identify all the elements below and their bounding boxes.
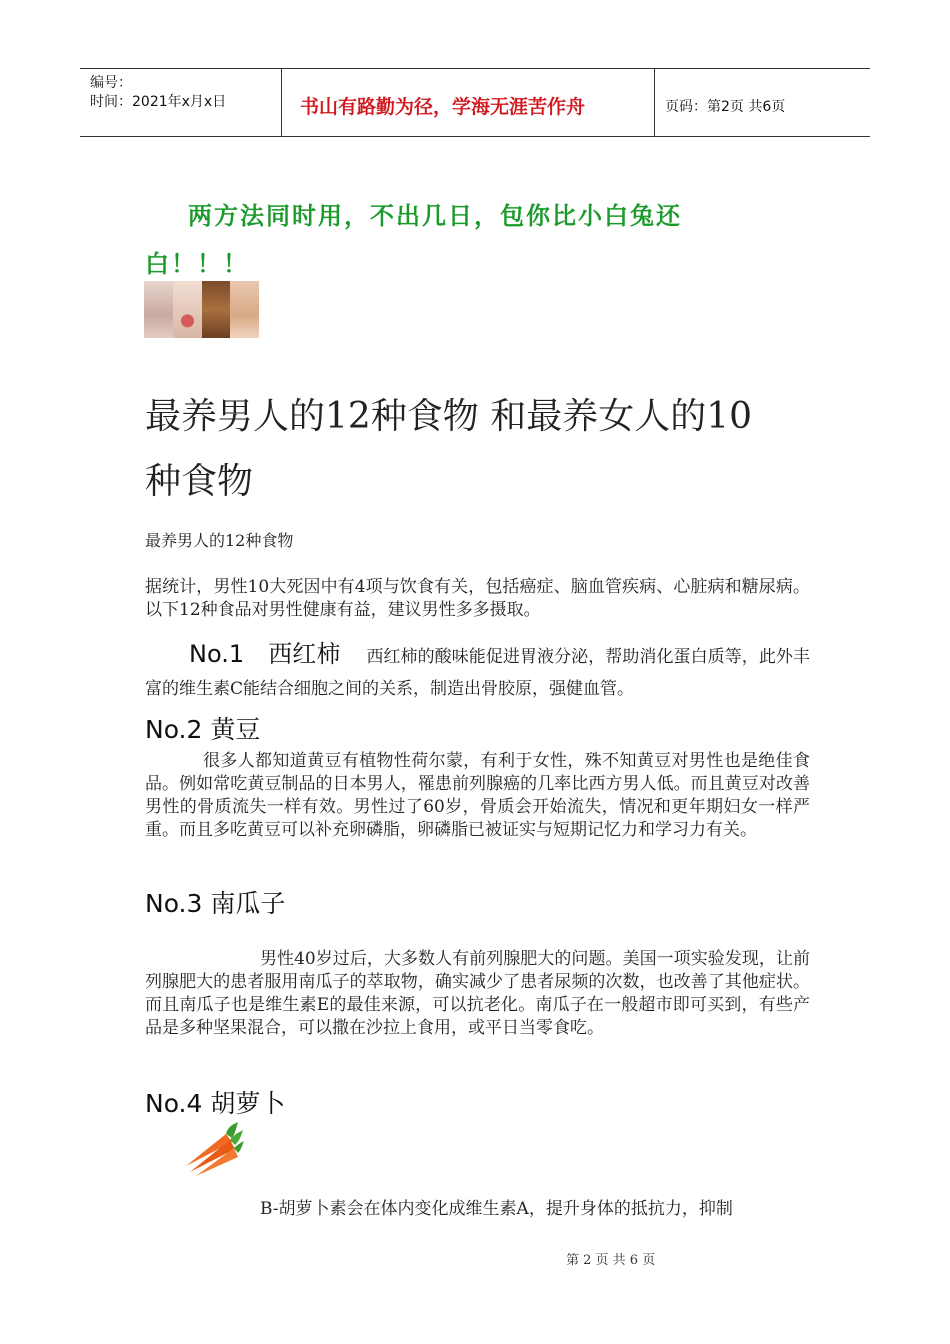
header-bottom-rule: [80, 136, 870, 137]
item-1-text: 西红柿的酸味能促进胃液分泌，帮助消化蛋白质等，此外丰富的维生素C能结合细胞之间的关系，制造出骨胶原，强健血管。: [145, 647, 810, 699]
header-time-label: 时间：2021年x月x日: [90, 94, 227, 110]
subtitle: 最养男人的12种食物: [145, 531, 294, 550]
item-1-block: [145, 638, 810, 705]
header-divider-right: [654, 68, 655, 136]
header-motto: 书山有路勤为径，学海无涯苦作舟: [300, 96, 586, 118]
banner-line-1: 两方法同时用，不出几日，包你比小白兔还: [188, 202, 682, 230]
item-4-text: B-胡萝卜素会在体内变化成维生素A，提升身体的抵抗力，抑制: [260, 1199, 733, 1219]
item-2-heading: No.2 黄豆: [145, 715, 261, 744]
item-2-text: 很多人都知道黄豆有植物性荷尔蒙，有利于女性，殊不知黄豆对男性也是绝佳食品。例如常吃黄豆制品的日本男人，罹患前列腺癌的几率比西方男人低。而且黄豆对改善男性的骨质流失一样有效。男性过了60岁，骨质会开始流失，情况和更年期妇女一样严重。而且多吃黄豆可以补充卵磷脂，卵磷脂已被证实与短期记忆力和学习力有关。: [145, 751, 810, 840]
page-title-line-2: 种食物: [145, 461, 254, 502]
header-top-rule: [80, 68, 870, 69]
header-page-label: 页码：第2页 共6页: [665, 99, 786, 115]
page-title-line-1: 最养男人的12种食物 和最养女人的10: [145, 396, 753, 437]
item-1-heading: No.1 西红柿: [189, 640, 341, 668]
header-number-label: 编号：: [90, 75, 132, 91]
banner-line-2: 白！！！: [145, 250, 249, 278]
item-3-text: 男性40岁过后，大多数人有前列腺肥大的问题。美国一项实验发现，让前列腺肥大的患者服用南瓜子的萃取物，确实减少了患者尿频的次数，也改善了其他症状。而且南瓜子也是维生素E的最佳来源，可以抗老化。南瓜子在一般超市即可买到，有些产品是多种坚果混合，可以撒在沙拉上食用，或平日当零食吃。: [145, 949, 810, 1038]
carrot-icon: [178, 1120, 244, 1178]
header-divider-left: [281, 68, 282, 136]
face-photo-strip: [144, 281, 259, 338]
intro-paragraph: 据统计，男性10大死因中有4项与饮食有关，包括癌症、脑血管疾病、心脏病和糖尿病。以下12种食品对男性健康有益，建议男性多多摄取。: [145, 577, 810, 620]
item-3-heading: No.3 南瓜子: [145, 889, 286, 918]
page-footer: 第 2 页 共 6 页: [566, 1253, 656, 1268]
item-4-heading: No.4 胡萝卜: [145, 1089, 286, 1118]
